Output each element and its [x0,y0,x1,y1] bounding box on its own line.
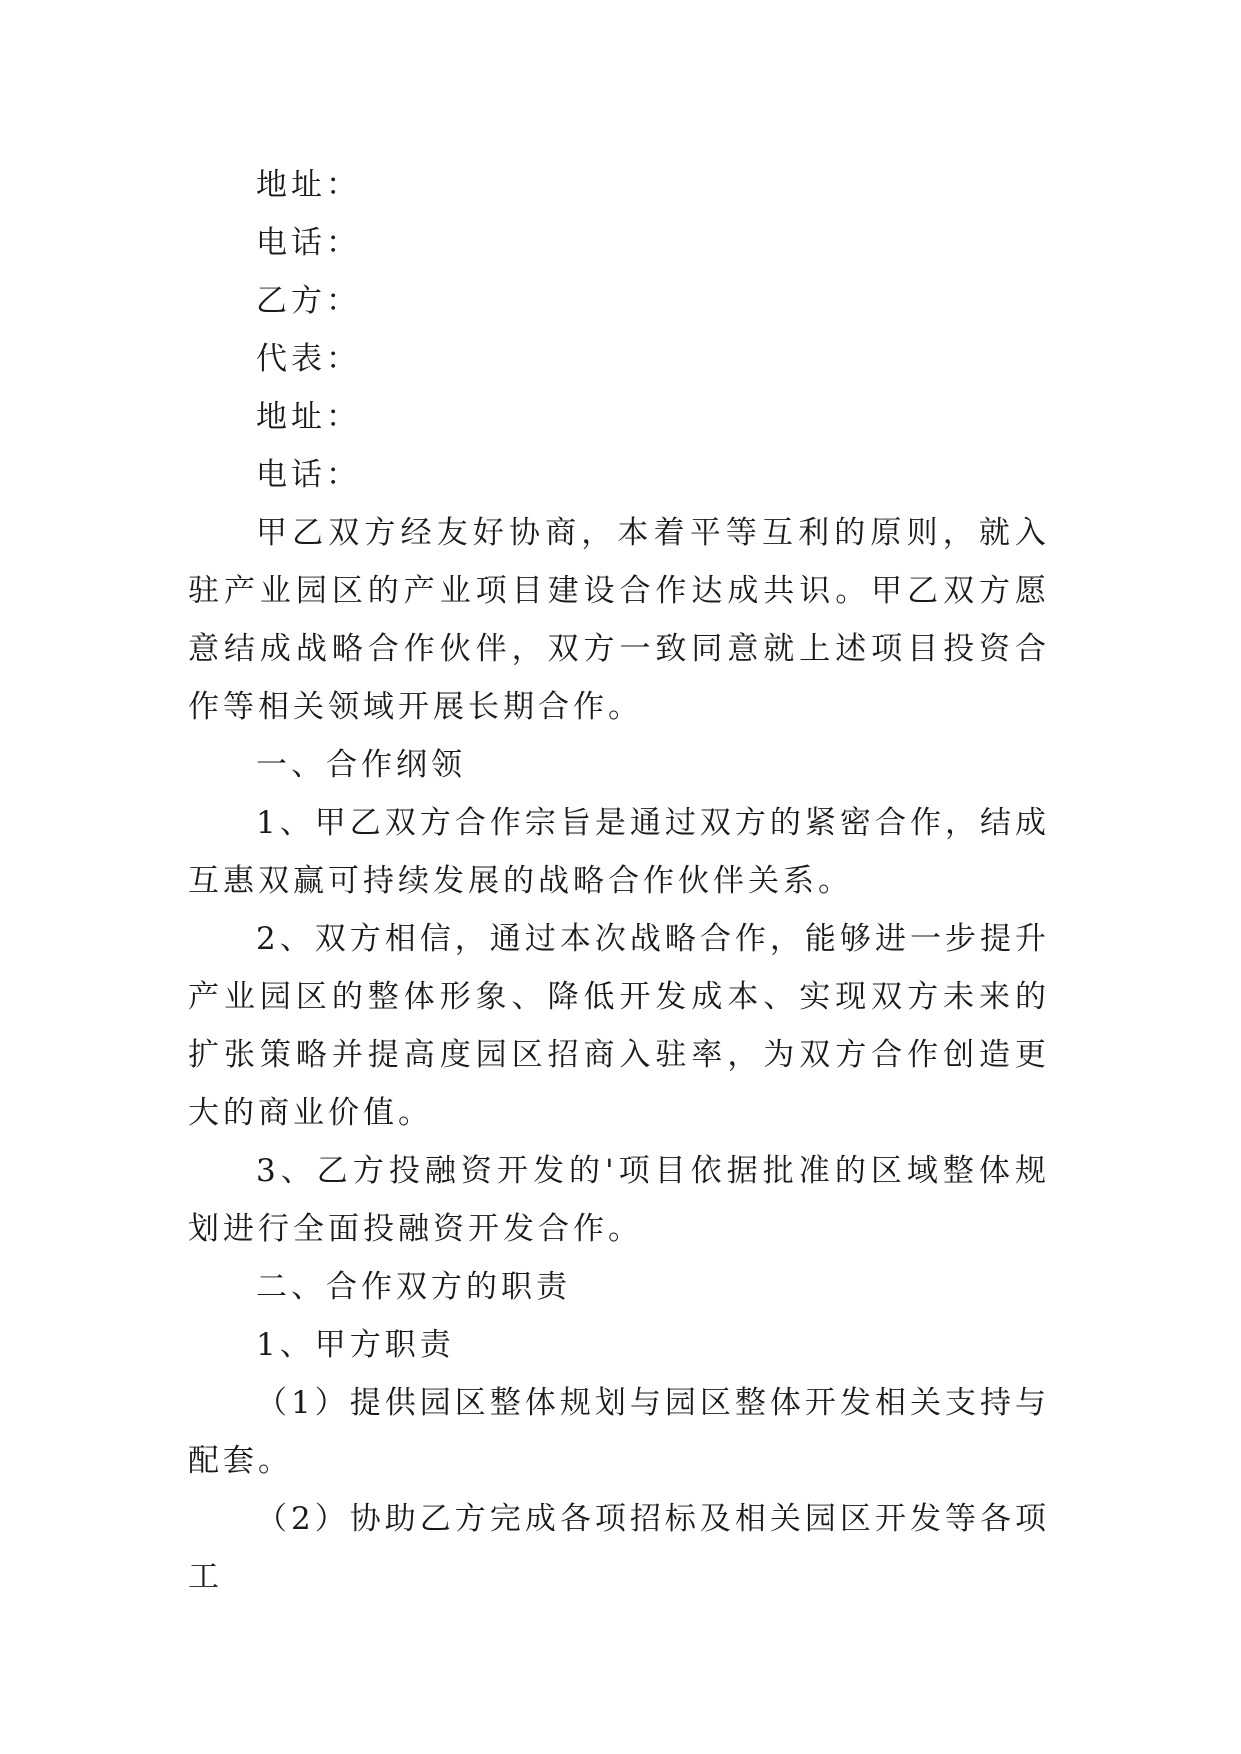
party-a-phone-label: 电话： [256,225,361,261]
party-b-representative-label: 代表： [256,341,361,377]
section-2-heading: 二、合作双方的职责 [256,1269,571,1305]
party-a-duties-heading: 1、甲方职责 [256,1327,455,1363]
party-b-label: 乙方： [256,283,361,319]
document-body [188,156,1050,1606]
clause-1-3: 3、乙方投融资开发的'项目依据批准的区域整体规划进行全面投融资开发合作。 [188,1153,1050,1247]
intro-paragraph: 甲乙双方经友好协商，本着平等互利的原则，就入驻产业园区的产业项目建设合作达成共识。甲乙双方愿意结成战略合作伙伴，双方一致同意就上述项目投资合作等相关领域开展长期合作。 [188,515,1050,725]
clause-1-2: 2、双方相信，通过本次战略合作，能够进一步提升产业园区的整体形象、降低开发成本、实现双方未来的扩张策略并提高度园区招商入驻率，为双方合作创造更大的商业价值。 [188,921,1050,1131]
clause-1-1: 1、甲乙双方合作宗旨是通过双方的紧密合作，结成互惠双赢可持续发展的战略合作伙伴关系。 [188,805,1050,899]
duty-item-2: （2）协助乙方完成各项招标及相关园区开发等各项工 [188,1501,1050,1595]
section-1-heading: 一、合作纲领 [256,747,466,783]
duty-item-1: （1）提供园区整体规划与园区整体开发相关支持与配套。 [188,1385,1050,1479]
party-a-address-label: 地址： [256,167,361,203]
party-b-phone-label: 电话： [256,457,361,493]
party-b-address-label: 地址： [256,399,361,435]
